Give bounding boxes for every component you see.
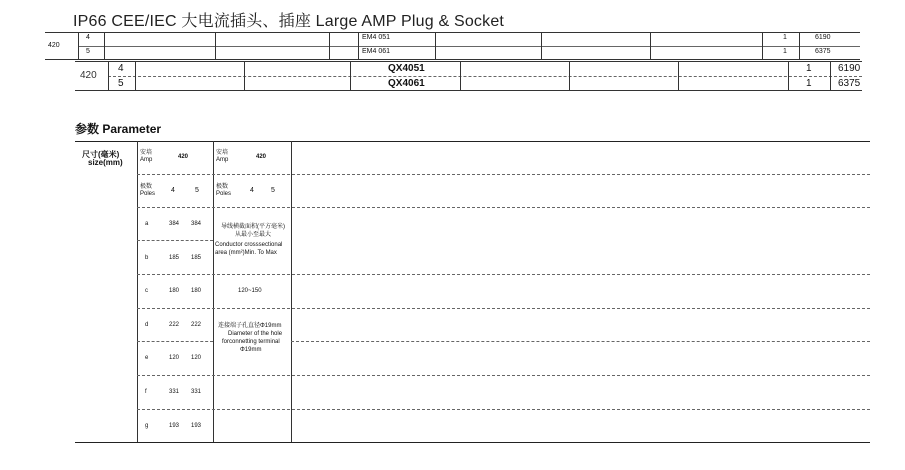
top-table-divider [78,32,79,59]
poles-label-cn: 极数 [216,184,229,190]
dim-value-5: 185 [191,255,202,261]
top-table-divider [104,32,105,59]
main-row-code: QX4061 [388,78,425,89]
top-row-code: EM4 061 [362,48,391,55]
top-table-divider [541,32,542,59]
top-row-qty: 1 [783,34,787,41]
diameter-label-cn: 连接端子孔直径Φ19mm [218,323,282,329]
top-table-divider [215,32,216,59]
main-table-bottom-border [75,90,862,91]
param-divider [137,141,138,442]
poles-label-en: Poles [140,191,156,197]
param-top-border [75,141,870,142]
poles-value: 4 [171,187,175,194]
top-table-line [45,32,860,33]
poles-label-cn: 极数 [140,184,153,190]
amp-label-cn: 安培 [216,150,229,156]
param-row-divider [137,308,870,309]
top-table-divider [762,32,763,59]
amp-label-cn: 安培 [140,150,153,156]
conductor-label-cn: 导线横截面积(平方毫米) [221,224,285,230]
param-bottom-border [75,442,870,443]
main-table-divider [244,61,245,90]
main-row-poles: 5 [118,78,124,89]
dim-value-4: 120 [169,355,180,361]
main-table-row-divider [108,76,862,77]
param-row-divider [137,375,870,376]
param-row-divider [137,207,870,208]
dim-value-4: 222 [169,322,180,328]
param-row-divider [137,409,870,410]
top-table-divider [435,32,436,59]
top-table-line [45,59,860,60]
top-row-price: 6375 [815,48,831,55]
dim-value-4: 180 [169,288,180,294]
amp-value: 420 [178,154,189,160]
dim-value-5: 180 [191,288,202,294]
top-row-code: EM4 051 [362,34,391,41]
main-table-divider [678,61,679,90]
size-label-en: size(mm) [88,158,123,167]
dim-key: f [145,389,147,395]
dim-value-5: 193 [191,423,202,429]
poles-label-en: Poles [216,191,232,197]
dim-key: g [145,423,149,429]
diameter-label-en: forconnetting terminal [222,339,280,345]
dim-key: d [145,322,149,328]
param-row-divider [137,240,213,241]
param-row-divider [137,174,870,175]
top-row-qty: 1 [783,48,787,55]
diameter-label-en: Diameter of the hole [228,331,283,337]
dim-value-5: 222 [191,322,202,328]
main-table-divider [108,61,109,90]
dim-key: b [145,255,149,261]
dim-value-5: 120 [191,355,202,361]
main-amp-value: 420 [80,70,97,81]
conductor-label-en: Conductor crosssectional [215,242,283,248]
dim-value-4: 331 [169,389,180,395]
main-table-divider [460,61,461,90]
main-row-qty: 1 [806,63,812,74]
main-table-divider [830,61,831,90]
main-table-divider [569,61,570,90]
dim-value-4: 185 [169,255,180,261]
amp-label-en: Amp [140,157,153,163]
param-row-divider [137,341,213,342]
conductor-label-en: area (mm²)Min. To Max [215,250,277,256]
dim-value-4: 193 [169,423,180,429]
dim-value-4: 384 [169,221,180,227]
poles-value: 5 [195,187,199,194]
param-row-divider [137,274,870,275]
top-table-divider [650,32,651,59]
poles-value: 4 [250,187,254,194]
main-row-price: 6190 [838,63,861,74]
amp-label-en: Amp [216,157,229,163]
main-table-divider [135,61,136,90]
size-label-cn: 尺寸(毫米) [82,150,120,159]
dim-key: a [145,221,149,227]
main-table-divider [350,61,351,90]
param-divider [291,141,292,442]
top-table-divider [329,32,330,59]
dim-key: c [145,288,148,294]
amp-value: 420 [256,154,267,160]
main-table-divider [788,61,789,90]
param-row-divider [291,341,870,342]
top-row-price: 6190 [815,34,831,41]
main-row-qty: 1 [806,78,812,89]
diameter-label-en: Φ19mm [240,347,262,353]
parameter-heading: 参数 Parameter [75,122,162,136]
poles-value: 5 [271,187,275,194]
top-table-line [78,46,860,47]
dim-value-5: 331 [191,389,202,395]
main-row-poles: 4 [118,63,124,74]
param-divider [213,141,214,442]
page-title: IP66 CEE/IEC 大电流插头、插座 Large AMP Plug & Socket [73,13,505,30]
dim-value-5: 384 [191,221,202,227]
dim-key: e [145,355,149,361]
main-table-top-border [75,61,862,62]
top-row-poles: 4 [86,34,90,41]
conductor-value: 120~150 [238,288,262,294]
top-table-divider [358,32,359,59]
conductor-label-cn: 从最小至最大 [235,232,272,238]
top-table-divider [799,32,800,59]
top-row-poles: 5 [86,48,90,55]
main-row-price: 6375 [838,78,861,89]
main-row-code: QX4051 [388,63,425,74]
top-amp-value: 420 [48,42,60,49]
